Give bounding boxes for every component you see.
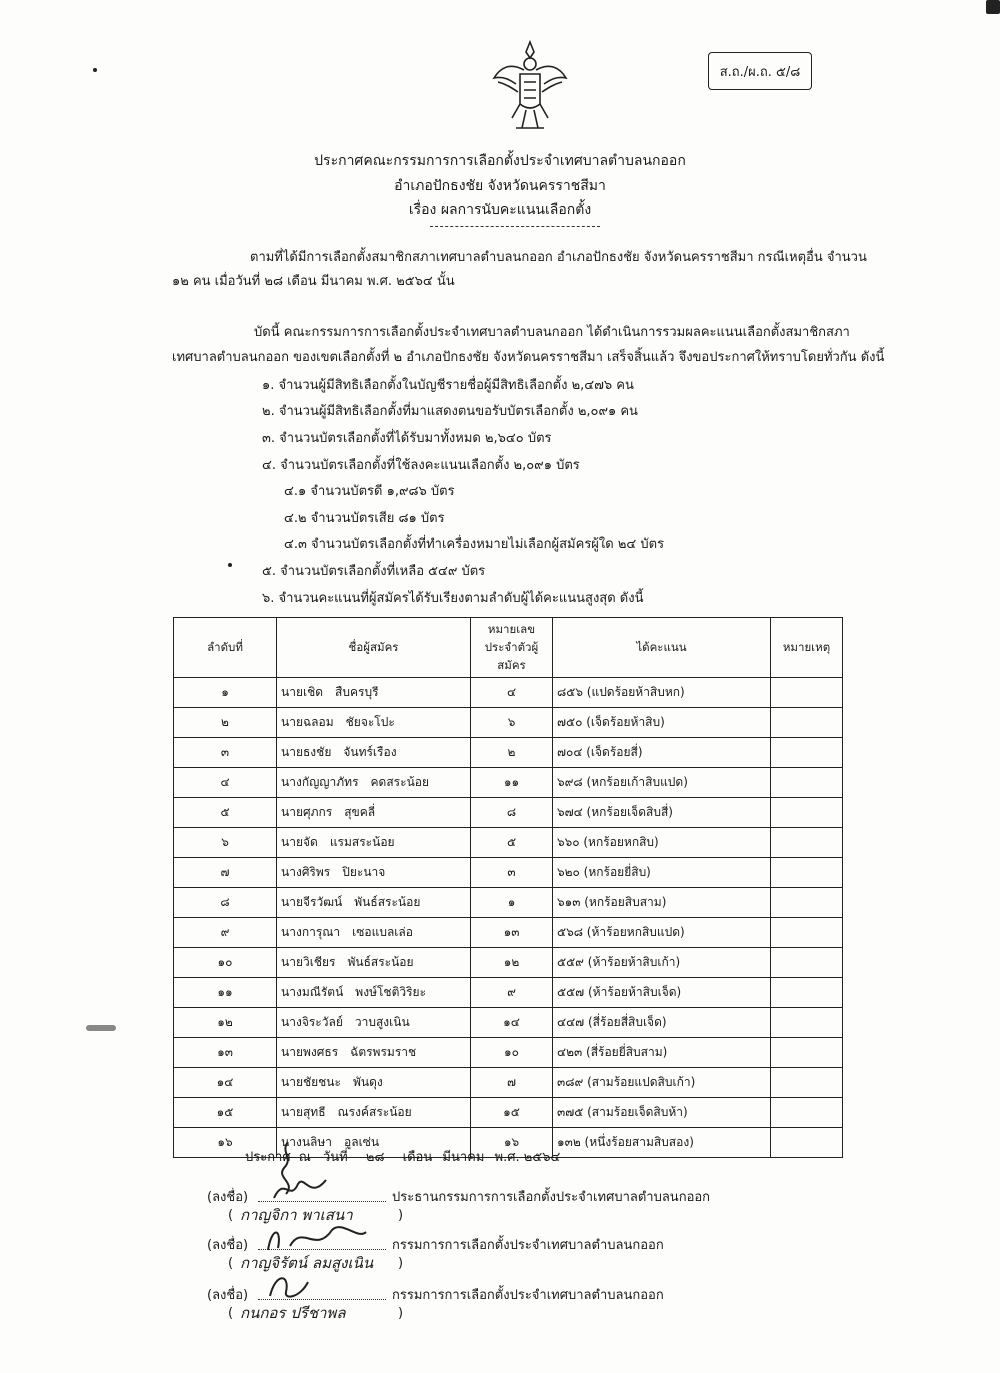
item-4-3: ๔.๓ จำนวนบัตรเลือกตั้งที่ทำเครื่องหมายไม่เลือกผู้สมัครผู้ใด ๒๔ บัตร [284,537,665,552]
header-remark: หมายเหตุ [771,618,843,678]
announce-prefix: ประกาศ [245,1150,291,1165]
cell-remark [771,1098,843,1128]
signature-role-1: ประธานกรรมการการเลือกตั้งประจำเทศบาลตำบลนกออก [392,1190,711,1205]
cell-rank: ๒ [174,708,277,738]
cell-last-name: พันธ์สระน้อย [354,895,421,909]
table-row [174,738,843,768]
cell-score: ๖๗๔ (หกร้อยเจ็ดสิบสี่) [553,798,771,828]
item-1: ๑. จำนวนผู้มีสิทธิเลือกตั้งในบัญชีรายชื่อผู้มีสิทธิเลือกตั้ง ๒,๔๗๖ คน [262,378,634,393]
cell-rank: ๔ [174,768,277,798]
header-number-line-2: ประจำตัวผู้สมัคร [484,639,539,672]
header-name: ชื่อผู้สมัคร [277,618,471,678]
cell-first-name: เชิด [302,685,324,699]
cell-remark [771,708,843,738]
table-row [174,858,843,888]
cell-remark [771,678,843,708]
intro-line-2: ๑๒ คน เมื่อวันที่ ๒๘ เดือน มีนาคม พ.ศ. ๒๕๖๔ นั้น [172,274,455,289]
cell-rank: ๑๕ [174,1098,277,1128]
cell-remark [771,828,843,858]
cell-name [277,888,471,918]
cell-number: ๑๑ [471,768,553,798]
header-line-1: ประกาศคณะกรรมการการเลือกตั้งประจำเทศบาลตำบลนกออก [314,153,686,169]
cell-name [277,1098,471,1128]
cell-title: นาย [281,685,303,699]
cell-last-name: อูลเซ่น [344,1135,380,1149]
cell-last-name: พันธ์สระน้อย [347,955,414,969]
cell-first-name: ธงชัย [302,745,332,759]
cell-name [277,978,471,1008]
cell-last-name: ฉัตรพรมราช [350,1045,417,1059]
header-divider [430,226,600,227]
cell-name [277,1038,471,1068]
signature-paren-2: ( [228,1256,234,1271]
cell-title: นาย [281,1105,303,1119]
cell-rank: ๑๔ [174,1068,277,1098]
table-row [174,828,843,858]
item-5: ๕. จำนวนบัตรเลือกตั้งที่เหลือ ๕๔๙ บัตร [262,564,486,579]
cell-title: นาง [281,865,302,879]
cell-number: ๑๐ [471,1038,553,1068]
cell-score: ๓๘๙ (สามร้อยแปดสิบเก้า) [553,1068,771,1098]
cell-last-name: แรมสระน้อย [329,835,395,849]
announce-on: ณ [298,1150,311,1165]
table-row [174,918,843,948]
item-2: ๒. จำนวนผู้มีสิทธิเลือกตั้งที่มาแสดงตนขอรับบัตรเลือกตั้ง ๒,๐๙๑ คน [262,404,638,419]
cell-name [277,828,471,858]
cell-name [277,678,471,708]
handwritten-signature-3-icon [264,1268,314,1304]
cell-remark [771,768,843,798]
cell-number: ๔ [471,678,553,708]
cell-number: ๙ [471,978,553,1008]
body-line-2: เทศบาลตำบลนกออก ของเขตเลือกตั้งที่ ๒ อำเภอปักธงชัย จังหวัดนครราชสีมา เสร็จสิ้นแล้ว จึงขอประกาศให้ทราบโดยทั่วกัน ดังนี้ [172,350,885,365]
cell-rank: ๓ [174,738,277,768]
cell-first-name: มณีรัตน์ [301,985,344,999]
table-row [174,888,843,918]
item-6: ๖. จำนวนคะแนนที่ผู้สมัครได้รับเรียงตามลำดับผู้ได้คะแนนสูงสุด ดังนี้ [262,591,644,606]
table-row [174,1008,843,1038]
table-row [174,708,843,738]
cell-last-name: คดสระน้อย [370,775,430,789]
results-table [173,617,843,1158]
header-rank: ลำดับที่ [174,618,277,678]
table-row [174,798,843,828]
cell-score: ๗๐๔ (เจ็ดร้อยสี่) [553,738,771,768]
cell-score: ๗๕๐ (เจ็ดร้อยห้าสิบ) [553,708,771,738]
cell-remark [771,1128,843,1158]
signature-label-1: (ลงชื่อ) [207,1190,249,1205]
body-line-1: บัดนี้ คณะกรรมการการเลือกตั้งประจำเทศบาลตำบลนกออก ได้ดำเนินการรวมผลคะแนนเลือกตั้งสมาชิกสภา [254,325,850,340]
cell-first-name: พงศธร [302,1045,339,1059]
cell-name [277,918,471,948]
table-row [174,1098,843,1128]
cell-score: ๖๑๓ (หกร้อยสิบสาม) [553,888,771,918]
signature-name-3: กนกอร ปรีชาพล [240,1304,346,1322]
cell-title: นาง [281,925,302,939]
cell-score: ๖๙๘ (หกร้อยเก้าสิบแปด) [553,768,771,798]
cell-first-name: วิเชียร [302,955,336,969]
cell-score: ๕๕๙ (ห้าร้อยห้าสิบเก้า) [553,948,771,978]
cell-remark [771,1008,843,1038]
cell-last-name: ณรงค์สระน้อย [337,1105,412,1119]
cell-title: นาง [281,1015,302,1029]
header-score: ได้คะแนน [553,618,771,678]
cell-name [277,738,471,768]
cell-rank: ๑๓ [174,1038,277,1068]
cell-first-name: จัด [302,835,318,849]
table-row [174,1038,843,1068]
cell-score: ๖๖๐ (หกร้อยหกสิบ) [553,828,771,858]
cell-first-name: จิระวัลย์ [301,1015,343,1029]
scan-smudge [86,1025,116,1031]
signature-paren-3: ( [228,1306,234,1321]
cell-first-name: ชัยชนะ [302,1075,341,1089]
header-number-line-1: หมายเลข [487,621,536,636]
signature-paren-close-3: ) [398,1306,404,1321]
cell-first-name: ศิริพร [301,865,331,879]
cell-last-name: พงษ์โชติวิริยะ [355,985,427,999]
signature-paren-close-2: ) [398,1256,404,1271]
cell-title: นาย [281,835,303,849]
signature-name-2: กาญจิรัตน์ ลมสูงเนิน [240,1254,374,1272]
cell-number: ๒ [471,738,553,768]
garuda-emblem-icon [490,38,570,138]
cell-score: ๔๒๓ (สี่ร้อยยี่สิบสาม) [553,1038,771,1068]
announce-month-label: เดือน [402,1150,433,1165]
cell-score: ๔๔๗ (สี่ร้อยสี่สิบเจ็ด) [553,1008,771,1038]
cell-rank: ๘ [174,888,277,918]
signature-role-2: กรรมการการเลือกตั้งประจำเทศบาลตำบลนกออก [392,1238,664,1253]
item-4-1: ๔.๑ จำนวนบัตรดี ๑,๙๘๖ บัตร [284,484,455,499]
cell-score: ๘๕๖ (แปดร้อยห้าสิบหก) [553,678,771,708]
cell-name [277,1008,471,1038]
cell-last-name: สุขคลี่ [344,805,376,819]
cell-rank: ๑๑ [174,978,277,1008]
cell-number: ๑ [471,888,553,918]
cell-rank: ๑๐ [174,948,277,978]
cell-name [277,798,471,828]
handwritten-signature-1-icon [270,1172,330,1206]
signature-role-3: กรรมการการเลือกตั้งประจำเทศบาลตำบลนกออก [392,1288,664,1303]
announce-year-label: พ.ศ. [494,1150,520,1165]
header-number [471,618,553,678]
cell-score: ๕๕๗ (ห้าร้อยห้าสิบเจ็ด) [553,978,771,1008]
signature-name-1: กาญจิกา พาเสนา [240,1206,353,1224]
cell-title: นาง [281,775,302,789]
cell-number: ๑๓ [471,918,553,948]
cell-title: นาย [281,715,303,729]
cell-last-name: สืบครบุรี [335,685,379,699]
cell-title: นาย [281,955,303,969]
cell-number: ๗ [471,1068,553,1098]
cell-name [277,708,471,738]
cell-last-name: วาบสูงเนิน [354,1015,410,1029]
cell-last-name: ปิยะนาจ [342,865,386,879]
cell-name [277,1068,471,1098]
cell-remark [771,738,843,768]
announce-year: ๒๕๖๔ [523,1150,561,1165]
cell-title: นาย [281,1075,303,1089]
signature-paren-close-1: ) [398,1208,404,1223]
cell-first-name: กัญญาภัทร [301,775,359,789]
table-row [174,948,843,978]
cell-remark [771,798,843,828]
cell-rank: ๑๒ [174,1008,277,1038]
cell-rank: ๗ [174,858,277,888]
form-code: ส.ถ./ผ.ถ. ๕/๘ [708,52,812,90]
cell-number: ๑๒ [471,948,553,978]
table-row [174,678,843,708]
cell-score: ๕๖๘ (ห้าร้อยหกสิบแปด) [553,918,771,948]
cell-number: ๑๔ [471,1008,553,1038]
cell-name [277,858,471,888]
cell-title: นาง [281,1135,302,1149]
table-header-row [174,618,843,678]
table-row [174,1068,843,1098]
cell-first-name: จีรวัฒน์ [302,895,343,909]
cell-rank: ๑ [174,678,277,708]
signature-label-3: (ลงชื่อ) [207,1288,249,1303]
cell-title: นาย [281,745,303,759]
cell-remark [771,918,843,948]
cell-number: ๖ [471,708,553,738]
cell-first-name: ฉลอม [302,715,334,729]
item-3: ๓. จำนวนบัตรเลือกตั้งที่ได้รับมาทั้งหมด ๒,๖๔๐ บัตร [262,431,552,446]
cell-first-name: การุณา [301,925,341,939]
table-row [174,978,843,1008]
cell-title: นาย [281,805,303,819]
cell-rank: ๙ [174,918,277,948]
item-4-2: ๔.๒ จำนวนบัตรเสีย ๘๑ บัตร [284,511,445,526]
table-row [174,768,843,798]
cell-number: ๑๕ [471,1098,553,1128]
cell-score: ๑๓๒ (หนึ่งร้อยสามสิบสอง) [553,1128,771,1158]
header-line-3: เรื่อง ผลการนับคะแนนเลือกตั้ง [408,202,592,218]
cell-remark [771,948,843,978]
cell-rank: ๑๖ [174,1128,277,1158]
cell-title: นาย [281,1045,303,1059]
cell-first-name: นลิษา [301,1135,333,1149]
cell-number: ๕ [471,828,553,858]
cell-last-name: ชัยจะโปะ [345,715,395,729]
cell-remark [771,888,843,918]
cell-rank: ๕ [174,798,277,828]
announce-month: มีนาคม [442,1150,485,1165]
signature-paren-1: ( [228,1208,234,1223]
cell-last-name: พันดุง [352,1075,383,1089]
cell-last-name: เซอแบลเล่อ [352,925,413,939]
cell-first-name: ศุภกร [302,805,333,819]
announce-day-label: วันที่ [322,1150,348,1165]
cell-name [277,948,471,978]
intro-line-1: ตามที่ได้มีการเลือกตั้งสมาชิกสภาเทศบาลตำบลนกออก อำเภอปักธงชัย จังหวัดนครราชสีมา กรณีเหตุอื่น จำนวน [250,250,867,265]
cell-remark [771,978,843,1008]
cell-number: ๓ [471,858,553,888]
cell-title: นาย [281,895,303,909]
cell-first-name: สุทธี [302,1105,326,1119]
cell-remark [771,858,843,888]
header-line-2: อำเภอปักธงชัย จังหวัดนครราชสีมา [394,178,606,194]
cell-number: ๑๖ [471,1128,553,1158]
cell-title: นาง [281,985,302,999]
cell-rank: ๖ [174,828,277,858]
announce-day: ๒๘ [365,1150,385,1165]
cell-remark [771,1068,843,1098]
cell-score: ๖๒๐ (หกร้อยยี่สิบ) [553,858,771,888]
cell-last-name: จันทร์เรือง [343,745,397,759]
cell-number: ๘ [471,798,553,828]
item-4: ๔. จำนวนบัตรเลือกตั้งที่ใช้ลงคะแนนเลือกตั้ง ๒,๐๙๑ บัตร [262,458,580,473]
cell-name [277,768,471,798]
cell-score: ๓๗๕ (สามร้อยเจ็ดสิบห้า) [553,1098,771,1128]
signature-label-2: (ลงชื่อ) [207,1238,249,1253]
cell-remark [771,1038,843,1068]
